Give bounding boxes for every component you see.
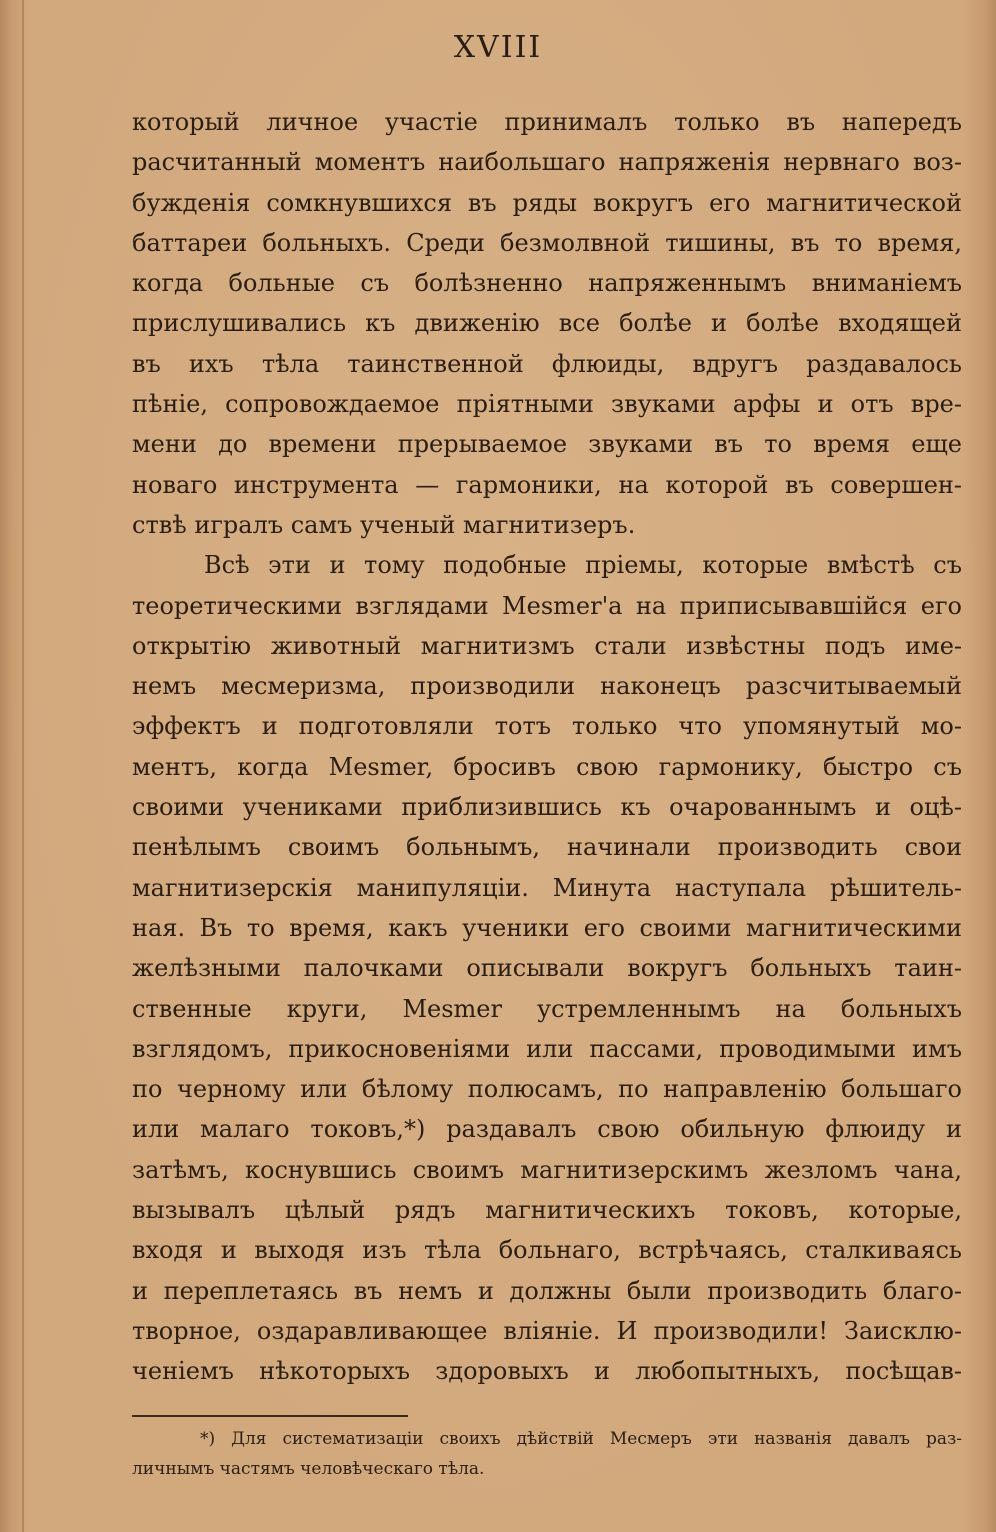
- text-line: ствѣ игралъ самъ ученый магнитизеръ.: [132, 510, 636, 539]
- footnote: [132, 1424, 962, 1484]
- text-line: вызывалъ цѣлый рядъ магнитическихъ токовъ, которые,: [132, 1196, 962, 1225]
- text-line: взглядомъ, прикосновеніями или пассами, проводимыми имъ: [132, 1034, 962, 1063]
- body-text: [132, 102, 962, 1392]
- text-line: или малаго токовъ,*) раздавалъ свою обильную флюиду и: [132, 1115, 962, 1144]
- text-line: пѣніе, сопровождаемое пріятными звуками арфы и отъ вре-: [132, 390, 962, 419]
- text-line: и переплетаясь въ немъ и должны были производить благо-: [132, 1276, 962, 1305]
- text-line: который личное участіе принималъ только въ напередъ: [132, 108, 962, 136]
- text-line: входя и выходя изъ тѣла больнаго, встрѣчаясь, сталкиваясь: [132, 1236, 962, 1265]
- page-gutter-edge: [22, 0, 24, 1532]
- text-line: затѣмъ, коснувшись своимъ магнитизерскимъ жезломъ чана,: [132, 1155, 962, 1184]
- text-line: расчитанный моментъ наибольшаго напряженія нервнаго воз-: [132, 148, 962, 177]
- footnote-line: *) Для систематизаціи своихъ дѣйствій Месмеръ эти названія давалъ раз-: [200, 1429, 962, 1449]
- footnote-line: личнымъ частямъ человѣческаго тѣла.: [132, 1459, 485, 1479]
- text-line: Всѣ эти и тому подобные пріемы, которые вмѣстѣ съ: [204, 551, 962, 580]
- text-line: по черному или бѣлому полюсамъ, по направленію большаго: [132, 1075, 962, 1104]
- text-line: эффектъ и подготовляли тотъ только что упомянутый мо-: [132, 712, 962, 741]
- text-line: въ ихъ тѣла таинственной флюиды, вдругъ раздавалось: [132, 349, 962, 378]
- text-line: ченіемъ нѣкоторыхъ здоровыхъ и любопытныхъ, посѣщав-: [132, 1357, 962, 1386]
- text-line: когда больные съ болѣзненно напряженнымъ вниманіемъ: [132, 269, 962, 298]
- text-line: мени до времени прерываемое звуками въ то время еще: [132, 430, 962, 459]
- text-line: новаго инструмента — гармоники, на которой въ совершен-: [132, 470, 962, 499]
- text-line: баттареи больныхъ. Среди безмолвной тишины, въ то время,: [132, 228, 962, 257]
- page-number: XVIII: [453, 30, 543, 65]
- text-line: ментъ, когда Mesmer, бросивъ свою гармонику, быстро съ: [132, 752, 962, 781]
- text-line: открытію животный магнитизмъ стали извѣстны подъ име-: [132, 631, 962, 660]
- text-line: прислушивались къ движенію все болѣе и болѣе входящей: [132, 309, 962, 338]
- text-line: бужденія сомкнувшихся въ ряды вокругъ его магнитической: [132, 188, 962, 217]
- text-line: своими учениками приблизившись къ очарованнымъ и оцѣ-: [132, 793, 962, 822]
- text-line: ная. Въ то время, какъ ученики его своими магнитическими: [132, 913, 962, 942]
- text-line: теоретическими взглядами Mesmer'а на приписывавшійся его: [132, 591, 962, 620]
- text-line: желѣзными палочками описывали вокругъ больныхъ таин-: [132, 954, 962, 983]
- footnote-divider: [132, 1415, 408, 1417]
- text-line: магнитизерскія манипуляціи. Минута наступала рѣшитель-: [132, 873, 962, 902]
- text-line: пенѣлымъ своимъ больнымъ, начинали производить свои: [132, 833, 962, 862]
- text-line: немъ месмеризма, производили наконецъ разсчитываемый: [132, 672, 962, 701]
- text-line: творное, оздаравливающее вліяніе. И производили! Заисклю-: [132, 1316, 962, 1345]
- text-line: ственные круги, Mesmer устремленнымъ на больныхъ: [132, 994, 962, 1023]
